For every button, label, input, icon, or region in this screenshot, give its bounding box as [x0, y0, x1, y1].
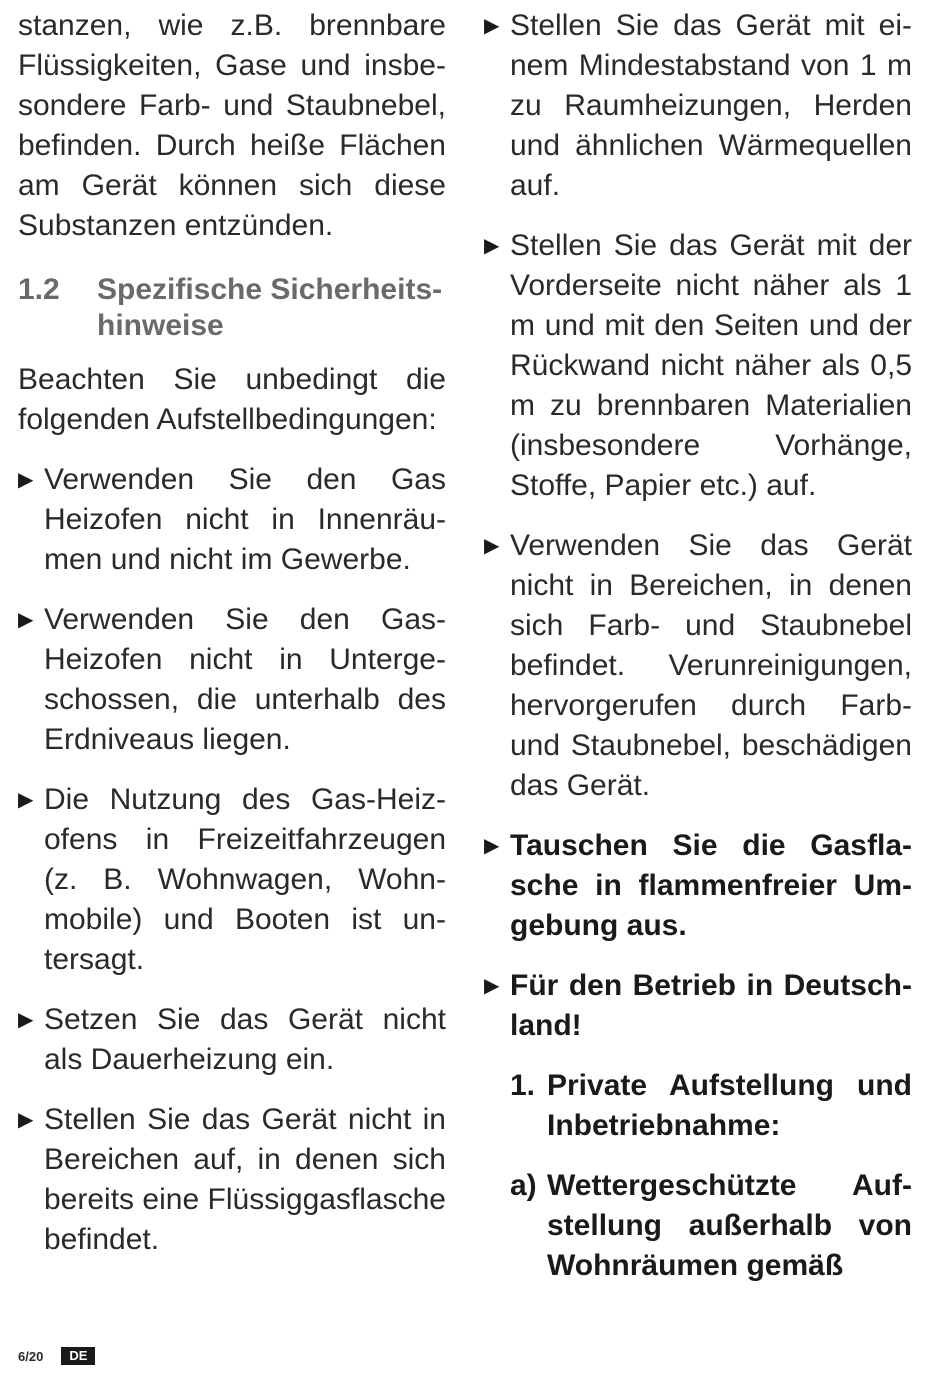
- list-item-text: Die Nutzung des Gas-Heizofens in Freizeitfahrzeugen (z. B. Wohnwagen, Wohnmobile) und Booten ist untersagt.: [44, 783, 446, 976]
- list-item: [18, 460, 446, 580]
- right-column: [484, 6, 912, 1286]
- list-item: [18, 1000, 446, 1080]
- section-heading: [18, 272, 446, 344]
- list-item-text: Verwenden Sie das Gerät nicht in Bereichen, in denen sich Farb- und Staubnebel befindet. Verunreinigungen, hervorgerufen durch Farb- und Staubnebel, beschädigen das Gerät.: [510, 529, 912, 802]
- language-badge: DE: [61, 1347, 95, 1365]
- list-item-text: Stellen Sie das Gerät nicht in Bereichen auf, in denen sich bereits eine Flüssiggasflasche befindet.: [44, 1103, 446, 1256]
- list-item: [484, 6, 912, 206]
- numbered-item: [510, 1066, 912, 1146]
- bullet-arrow-icon: ▶: [484, 535, 500, 557]
- numbered-marker: 1.: [510, 1069, 536, 1102]
- bullet-arrow-icon: ▶: [484, 15, 500, 37]
- bullet-arrow-icon: ▶: [484, 835, 500, 857]
- bullet-arrow-icon: ▶: [18, 469, 34, 491]
- page-number: 6/20: [18, 1348, 44, 1364]
- left-bullet-list: [18, 460, 446, 1260]
- page-footer: [18, 1347, 95, 1365]
- lettered-text: Wettergeschützte Aufstellung außerhalb von Wohnräumen gemäß: [547, 1169, 912, 1282]
- numbered-text: Private Aufstellung und Inbetriebnahme:: [547, 1069, 912, 1142]
- bullet-arrow-icon: ▶: [484, 235, 500, 257]
- list-item-bold: [484, 966, 912, 1046]
- lettered-item: [510, 1166, 912, 1286]
- list-item: [18, 780, 446, 980]
- list-item: [484, 226, 912, 506]
- continuation-paragraph: stanzen, wie z.B. brennbare Flüssigkeiten, Gase und insbesondere Farb- und Staubnebel, befinden. Durch heiße Flächen am Gerät können sich diese Substanzen entzünden.: [18, 9, 446, 242]
- list-item-text: Stellen Sie das Gerät mit einem Mindestabstand von 1 m zu Raumheizungen, Herden und ähnlichen Wärmequellen auf.: [510, 9, 912, 202]
- intro-paragraph: Beachten Sie unbedingt die folgenden Aufstellbedingungen:: [18, 363, 446, 436]
- section-title: Spezifische Sicherheitshinweise: [97, 273, 443, 342]
- left-column: [18, 6, 446, 1260]
- lettered-marker: a): [510, 1169, 537, 1202]
- list-item-text: Für den Betrieb in Deutschland!: [510, 969, 912, 1042]
- list-item: [18, 600, 446, 760]
- list-item-text: Verwenden Sie den Gas-Heizofen nicht in Untergeschossen, die unterhalb des Erdniveaus liegen.: [44, 603, 446, 756]
- bullet-arrow-icon: ▶: [18, 609, 34, 631]
- list-item: [484, 526, 912, 806]
- bullet-arrow-icon: ▶: [484, 975, 500, 997]
- bullet-arrow-icon: ▶: [18, 1109, 34, 1131]
- list-item-text: Stellen Sie das Gerät mit der Vorderseite nicht näher als 1 m und mit den Seiten und der Rückwand nicht näher als 0,5 m zu brennbaren Materialien (insbesondere Vorhänge, Stoffe, Papier etc.) auf.: [510, 229, 912, 502]
- list-item-text: Verwenden Sie den Gas Heizofen nicht in Innenräumen und nicht im Gewerbe.: [44, 463, 446, 576]
- list-item: [18, 1100, 446, 1260]
- list-item-text: Tauschen Sie die Gasflasche in flammenfreier Umgebung aus.: [510, 829, 912, 942]
- section-number: 1.2: [18, 273, 60, 306]
- bullet-arrow-icon: ▶: [18, 789, 34, 811]
- list-item-bold: [484, 826, 912, 946]
- bullet-arrow-icon: ▶: [18, 1009, 34, 1031]
- right-bullet-list: [484, 6, 912, 1046]
- list-item-text: Setzen Sie das Gerät nicht als Dauerheizung ein.: [44, 1003, 446, 1076]
